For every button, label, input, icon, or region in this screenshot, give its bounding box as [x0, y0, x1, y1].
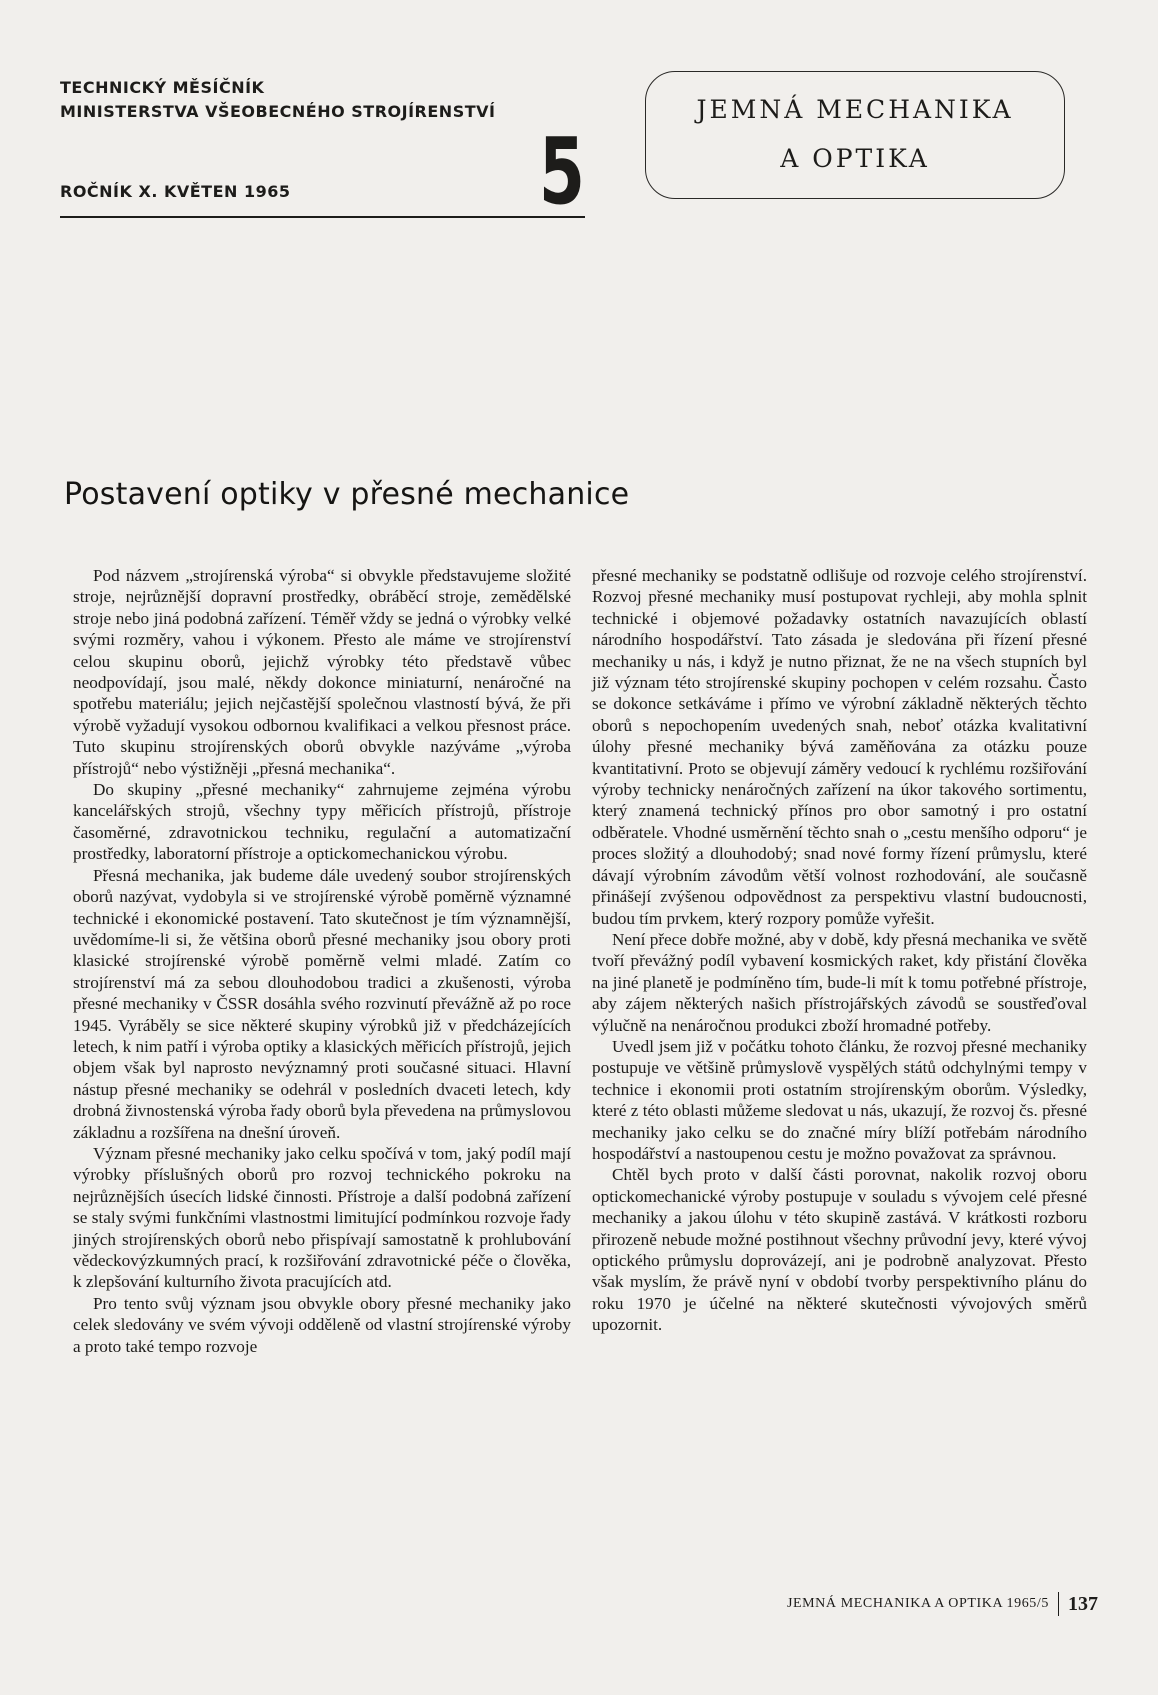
- paragraph: Do skupiny „přesné mechaniky“ zahrnujeme zejména výrobu kancelářských strojů, všechny typy měřicích přístrojů, přístroje časoměrné, zdravotnickou techniku, regulační a automatizační prostředky, laboratorní přístroje a optickomechanickou výrobu.: [73, 780, 571, 864]
- publisher: MINISTERSTVA VŠEOBECNÉHO STROJÍRENSTVÍ: [60, 102, 496, 121]
- page-footer: [787, 1592, 1098, 1616]
- paragraph: Pod názvem „strojírenská výroba“ si obvykle představujeme složité stroje, nejrůznější dopravní prostředky, obráběcí stroje, zemědělské stroje nebo jiná podobná zařízení. Téměř vždy se jedná o výrobky velké svými rozměry, vahou i výkonem. Přesto ale máme ve strojírenství celou skupinu oborů, jejichž výrobky této představě vůbec neodpovídají, jsou malé, někdy dokonce miniaturní, nenáročné na spotřebu materiálu; jejich nejčastější společnou vlastností bývá, že při výrobě vyžadují vysokou odbornou kvalifikaci a velkou přesnost práce. Tuto skupinu strojírenských oborů obvykle nazýváme „výroba přístrojů“ nebo výstižněji „přesná mechanika“.: [73, 566, 571, 778]
- footer-divider: [1058, 1592, 1059, 1616]
- journal-title-line-1: JEMNÁ MECHANIKA: [696, 95, 1014, 124]
- paragraph-continued: přesné mechaniky se podstatně odlišuje od rozvoje celého strojírenství. Rozvoj přesné mechaniky musí postupovat rychleji, aby mohla splnit technické i objemové požadavky ostatních navazujících oblastí národního hospodářství. Tato zásada je sledována při řízení přesné mechaniky u nás, i když je nutno přiznat, že ne na všech stupních byl již význam této strojírenské skupiny pochopen v celém rozsahu. Často se dokonce setkáváme i přímo ve výrobní základně některých těchto oborů s nepochopením uvedených snah, neboť otázka kvalitativní úlohy přesné mechaniky bývá zaměňována za otázku pouze kvantitativní. Proto se objevují záměry vedoucí k rychlému rozšiřování výroby technicky nenáročných zařízení na úkor takového sortimentu, který znamená technický přínos pro obor samotný i pro ostatní odběratele. Vhodné usměrnění těchto snah o „cestu menšího odporu“ je proces složitý a dlouhodobý; snad nové formy řízení průmyslu, které dávají výrobním závodům větší volnost rozhodování, ale současně přinášejí zvýšenou odpovědnost za perspektivu vlastní budoucnosti, budou tím prvkem, který rozpory pomůže vyřešit.: [592, 566, 1087, 928]
- footer-journal: JEMNÁ MECHANIKA A OPTIKA 1965/5: [786, 1596, 1049, 1611]
- paragraph: Chtěl bych proto v další části porovnat, nakolik rozvoj oboru optickomechanické výroby postupuje v souladu s vývojem celé přesné mechaniky a jakou úlohu v této skupině zastává. V krátkosti rozboru přirozeně nebude možné postihnout všechny průvodní jevy, které vývoj optického průmyslu doprovázejí, ani je podrobně analyzovat. Přesto však myslím, že právě nyní v období tvorby perspektivního plánu do roku 1970 je účelné na některé skutečnosti vývojových směrů upozornit.: [592, 1165, 1087, 1335]
- paragraph: Není přece dobře možné, aby v době, kdy přesná mechanika ve světě tvoří převážný podíl vybavení kosmických raket, kdy přistání člověka na jiné planetě je podmíněno tím, bude-li mít k tomu potřebné přístroje, aby zájem některých našich přístrojářských závodů se soustřeďoval výlučně na nenáročnou produkci zboží hromadné potřeby.: [592, 929, 1087, 1035]
- masthead: [60, 78, 585, 225]
- left-column: [73, 565, 571, 1357]
- paragraph: Pro tento svůj význam jsou obvykle obory přesné mechaniky jako celek sledovány ve svém vývoji odděleně od vlastní strojírenské výroby a proto také tempo rozvoje: [73, 1293, 571, 1356]
- journal-title-line-2: A OPTIKA: [780, 144, 930, 173]
- issue-number: 5: [538, 118, 585, 225]
- paragraph: Uvedl jsem již v počátku tohoto článku, že rozvoj přesné mechaniky postupuje ve většině průmyslově vyspělých států odchylnými tempy v technice i ekonomii proti ostatním strojírenským oborům. Výsledky, které z této oblasti můžeme sledovat u nás, ukazují, že rozvoj čs. přesné mechaniky jako celku se do značné míry blíží potřebám národního hospodářství a nastoupenou cestu je možno považovat za správnou.: [592, 1036, 1087, 1163]
- publication-type: TECHNICKÝ MĚSÍČNÍK: [60, 78, 265, 97]
- journal-title-box: [645, 71, 1065, 199]
- volume-date: ROČNÍK X. KVĚTEN 1965: [60, 182, 291, 201]
- paragraph: Význam přesné mechaniky jako celku spočívá v tom, jaký podíl mají výrobky příslušných oborů pro rozvoj technického pokroku na nejrůznějších úsecích lidské činnosti. Přístroje a další podobná zařízení se staly svými funkčními vlastnostmi limitující podmínkou rozvoje řady jiných strojírenských oborů nebo přispívají samostatně k prohlubování vědeckovýzkumných prací, k rozšiřování zdravotnické péče o člověka, k zlepšování kulturního života pracujících atd.: [73, 1143, 571, 1292]
- paragraph: Přesná mechanika, jak budeme dále uvedený soubor strojírenských oborů nazývat, vydobyla si ve strojírenské výrobě poměrně významné technické i ekonomické postavení. Tato skutečnost je tím významnější, uvědomíme-li si, že většina oborů přesné mechaniky jsou obory proti klasické strojírenské výrobě poměrně velmi mladé. Zatím co strojírenství má za sebou dlouhodobou tradici a zkušenosti, výroba přesné mechaniky v ČSSR dosáhla svého rozvinutí převážně až po roce 1945. Vyráběly se sice některé skupiny výrobků již v předcházejících letech, k nim patří i výroba optiky a klasických měřicích přístrojů, jejich objem však byl naprosto nevýznamný proti současné situaci. Hlavní nástup přesné mechaniky se odehrál v posledních dvaceti letech, kdy drobná živnostenská výroba řady oborů byla převedena na průmyslovou základnu a rozšířena na dnešní úroveň.: [73, 865, 571, 1142]
- right-column: [592, 565, 1087, 1336]
- article-title: Postavení optiky v přesné mechanice: [64, 477, 630, 512]
- page-number: 137: [1068, 1592, 1098, 1615]
